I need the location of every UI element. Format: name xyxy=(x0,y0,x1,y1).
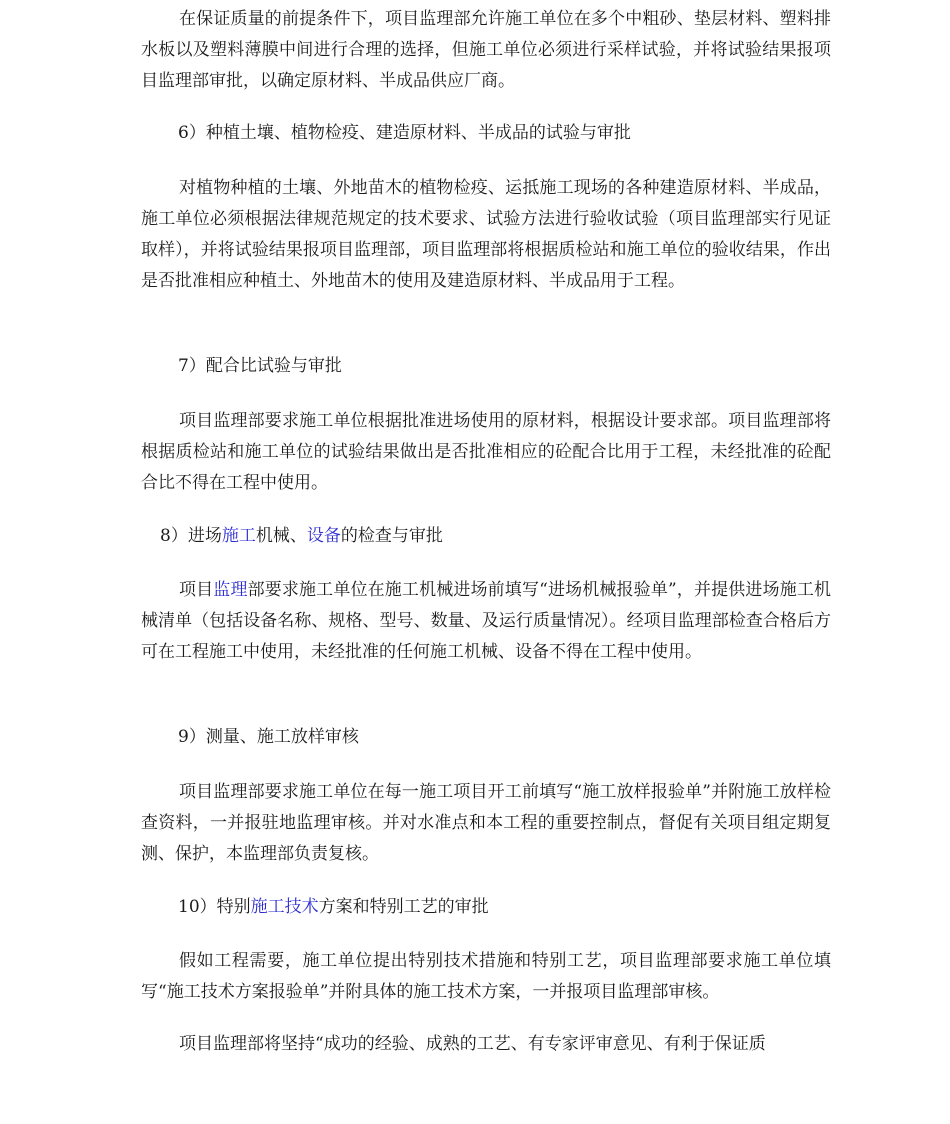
paragraph-material-selection: 在保证质量的前提条件下，项目监理部允许施工单位在多个中粗砂、垫层材料、塑料排水板以及塑料薄膜中间进行合理的选择，但施工单位必须进行采样试验，并将试验结果报项目监理部审批，以确定原材料、半成品供应厂商。 xyxy=(141,9,831,91)
link-equipment[interactable]: 设备 xyxy=(306,526,341,546)
paragraph-machinery-text-start: 项目 xyxy=(179,580,214,600)
heading-7-mix-ratio-testing: 7）配合比试验与审批 xyxy=(178,356,342,376)
paragraph-special-measures: 假如工程需要，施工单位提出特别技术措施和特别工艺，项目监理部要求施工单位填写“施工技术方案报验单”并附具体的施工技术方案，一并报项目监理部审核。 xyxy=(141,951,831,1002)
heading-8-machinery-inspection xyxy=(160,521,443,552)
paragraph-principles: 项目监理部将坚持“成功的经验、成熟的工艺、有专家评审意见、有利于保证质 xyxy=(179,1034,766,1054)
heading-6-soil-plant-material-testing: 6）种植土壤、植物检疫、建造原材料、半成品的试验与审批 xyxy=(178,123,631,143)
paragraph-machinery-approval xyxy=(141,575,831,668)
link-supervision[interactable]: 监理 xyxy=(213,580,248,600)
link-construction-technology[interactable]: 施工技术 xyxy=(250,897,319,917)
heading-8-text-middle: 机械、 xyxy=(255,526,307,546)
heading-10-text-end: 方案和特别工艺的审批 xyxy=(318,897,489,917)
paragraph-acceptance-testing: 对植物种植的土壤、外地苗木的植物检疫、运抵施工现场的各种建造原材料、半成品，施工单位必须根据法律规范规定的技术要求、试验方法进行验收试验（项目监理部实行见证取样），并将试验结果报项目监理部，项目监理部将根据质检站和施工单位的验收结果，作出是否批准相应种植土、外地苗木的使用及建造原材料、半成品用于工程。 xyxy=(141,178,831,291)
link-construction[interactable]: 施工 xyxy=(221,526,256,546)
heading-10-text-start: 10）特别 xyxy=(178,897,251,917)
heading-10-special-technology-approval xyxy=(178,892,489,923)
heading-8-text-end: 的检查与审批 xyxy=(340,526,443,546)
heading-9-survey-layout-review: 9）测量、施工放样审核 xyxy=(178,727,359,747)
paragraph-mix-ratio-approval: 项目监理部要求施工单位根据批准进场使用的原材料，根据设计要求部。项目监理部将根据质检站和施工单位的试验结果做出是否批准相应的砼配合比用于工程，未经批准的砼配合比不得在工程中使用。 xyxy=(141,411,831,493)
paragraph-machinery-text-rest: 部要求施工单位在施工机械进场前填写“进场机械报验单”，并提供进场施工机械清单（包括设备名称、规格、型号、数量、及运行质量情况）。经项目监理部检查合格后方可在工程施工中使用，未经批准的任何施工机械、设备不得在工程中使用。 xyxy=(141,580,831,662)
heading-8-text-start: 8）进场 xyxy=(160,526,222,546)
paragraph-layout-review: 项目监理部要求施工单位在每一施工项目开工前填写“施工放样报验单”并附施工放样检查资料，一并报驻地监理审核。并对水准点和本工程的重要控制点，督促有关项目组定期复测、保护，本监理部负责复核。 xyxy=(141,782,831,864)
